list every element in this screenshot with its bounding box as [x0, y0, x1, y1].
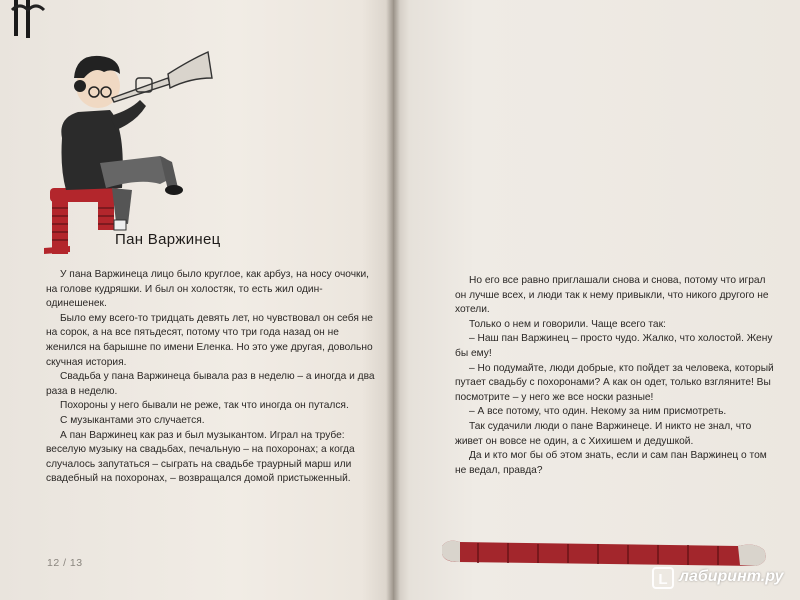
- page-number: 12 / 13: [47, 557, 83, 569]
- paragraph: У пана Варжинеца лицо было круглое, как арбуз, на носу очочки, на голове кудряшки. И был он холостяк, то есть жил один-одинешенек.: [46, 269, 369, 310]
- chapter-title: Пан Варжинец: [115, 231, 221, 248]
- paragraph: Так судачили люди о пане Варжинеце. И никто не знал, что живет он вовсе не один, а с Хихишем и дедушкой.: [455, 420, 752, 447]
- paragraph: Да и кто мог бы об этом знать, если и сам пан Варжинец о том не ведал, правда?: [455, 450, 767, 476]
- paragraph: А пан Варжинец как раз и был музыкантом. Играл на трубе: веселую музыку на свадьбах, печальную – на похоронах; а когда случалось запутаться – сыграть на свадьбе траурный марш или свадебный на похоронах, – возвращался домой пристыженный.: [46, 429, 355, 485]
- trumpeter-illustration: [40, 38, 215, 258]
- paragraph: Только о нем и говорили. Чаще всего так:: [469, 318, 666, 330]
- watermark: [652, 566, 797, 592]
- watermark-text: лабиринт.ру: [679, 568, 784, 585]
- left-page-text: [46, 268, 376, 487]
- paragraph: – А все потому, что один. Некому за ним присмотреть.: [469, 406, 727, 418]
- book-gutter: [386, 0, 400, 600]
- paragraph: Но его все равно приглашали снова и снова, потому что играл он лучше всех, и люди так к нему привыкли, что никого другого не хотели.: [455, 275, 769, 316]
- binder-clip-icon: [6, 0, 66, 40]
- paragraph: Похороны у него бывали не реже, так что иногда он путался.: [60, 400, 349, 412]
- labirint-logo-icon: L: [652, 567, 674, 589]
- paragraph: Свадьба у пана Варжинеца бывала раз в неделю – а иногда и два раза в неделю.: [46, 371, 375, 397]
- paragraph: – Но подумайте, люди добрые, кто пойдет за человека, который путает свадьбу с похоронами? А как он одет, только взгляните! Вы посмотрите – у него же все носки разные!: [455, 362, 774, 403]
- right-page-text: [455, 274, 775, 478]
- paragraph: С музыкантами это случается.: [60, 414, 205, 426]
- paragraph: Было ему всего-то тридцать девять лет, но чувствовал он себя не на сорок, а на все пятьдесят, потому что три года назад он не женился на барышне по имени Еленка. Но это уже другая, довольно скучная история.: [46, 312, 373, 368]
- paragraph: – Наш пан Варжинец – просто чудо. Жалко, что холостой. Жену бы ему!: [455, 333, 773, 359]
